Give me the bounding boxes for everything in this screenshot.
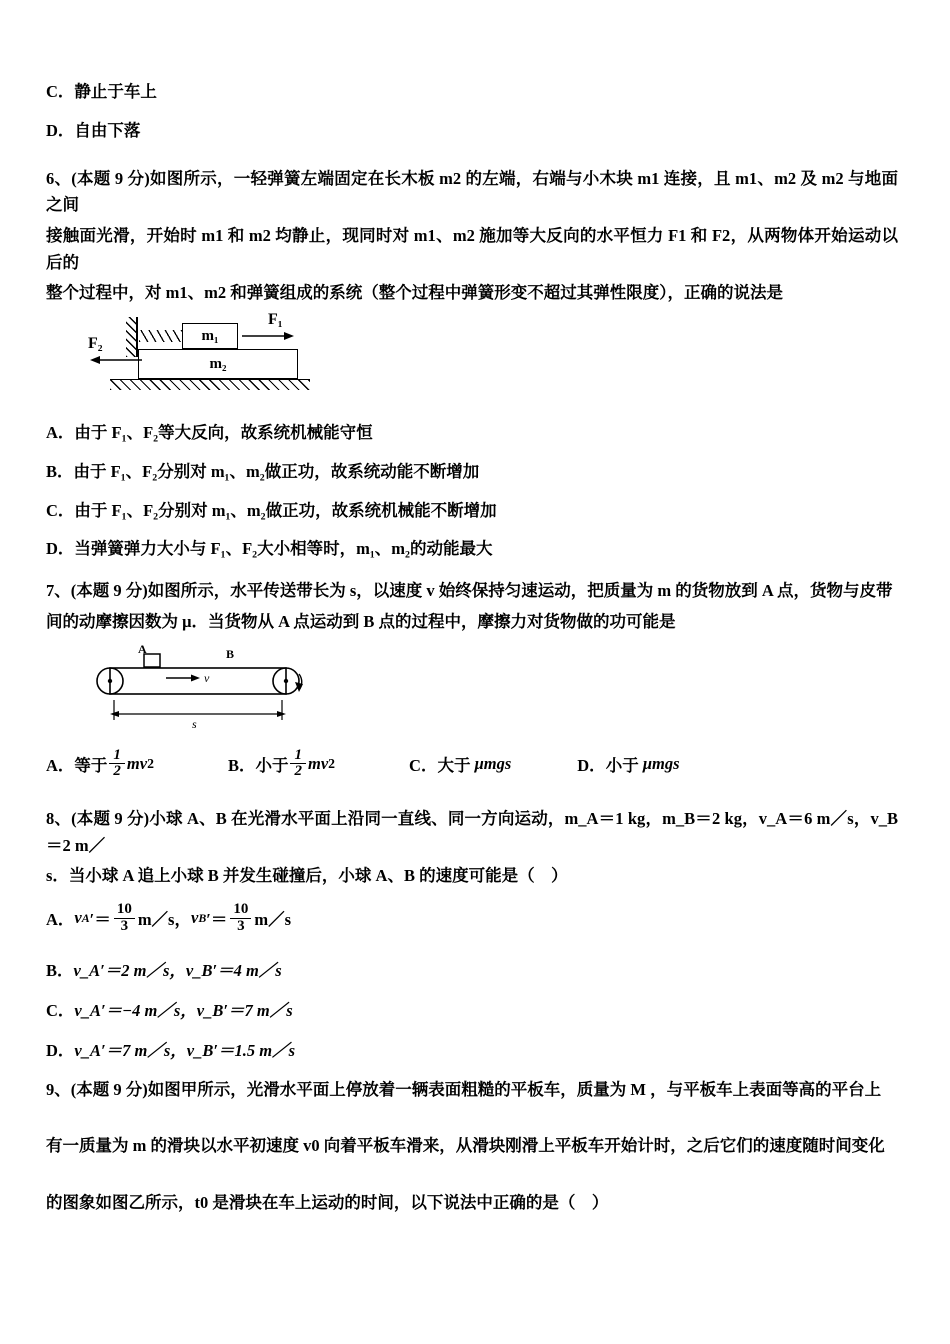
question-7-option-a [46,748,154,781]
question-6-option-a [46,421,898,446]
question-8-stem [46,806,898,859]
svg-text:A: A [138,643,147,656]
question-7-options [46,748,898,781]
option-expression: mv [307,753,329,773]
question-7-number: 7、 [46,581,71,601]
option-text: 当弹簧弹力大小与 F₁、F₂大小相等时，m₁、m₂的动能最大 [74,539,493,559]
option-expression: μmgs [642,753,680,773]
option-label: D． [46,1040,75,1060]
option-text: 由于 F₁、F₂分别对 m₁、m₂做正功，故系统动能不断增加 [73,461,480,481]
spring-icon [139,330,183,342]
force-f2-label: F₂ [88,335,103,353]
question-8-option-a [46,902,898,935]
spring-blocks-diagram [82,311,342,403]
question-9-line-1: 如图甲所示，光滑水平面上停放着一辆表面粗糙的平板车，质量为 M ，与平板车上表面等高的平台上 [147,1079,882,1099]
option-exponent: 2 [147,755,154,771]
ground-hatching [110,379,310,390]
fraction-denominator: 3 [237,917,245,934]
question-8-score: (本题 9 分) [71,809,150,829]
board-m2: m₂ [138,349,298,379]
question-9-score: (本题 9 分) [70,1079,148,1099]
conveyor-svg [86,644,366,734]
question-9-line-2-wrap [46,1133,898,1160]
fraction-denominator: 3 [120,917,129,934]
question-6-line-2-wrap [46,223,898,276]
option-label: A． [46,910,75,930]
svg-text:s: s [192,716,197,731]
question-7-stem [46,578,898,605]
option-label: C． [46,500,75,520]
fraction-numerator: 1 [109,748,125,765]
question-6-option-c [46,499,898,524]
question-6 [46,166,898,563]
option-prefix: 大于 [437,755,471,775]
question-6-score: (本题 9 分) [71,168,150,188]
option-prefix: 小于 [605,755,639,775]
question-6-option-b [46,460,898,485]
option-label: D． [46,120,75,140]
option-exponent: 2 [328,755,336,771]
option-label: C． [46,1000,75,1020]
question-9-line-3-wrap [46,1190,898,1217]
conveyor-belt-diagram [86,644,366,734]
force-f2-arrow-icon [90,353,142,367]
question-7-line-2: 间的动摩擦因数为 μ．当货物从 A 点运动到 B 点的过程中，摩擦力对货物做的功可能是 [46,611,676,631]
va-symbol: v [74,908,82,928]
option-label: D． [577,755,606,775]
question-8-option-c [46,997,898,1021]
question-8-line-1: 小球 A、B 在光滑水平面上沿同一直线、同一方向运动，m_A＝1 kg，m_B＝2 kg，v_A＝6 m／s，v_B＝2 m／ [46,809,898,855]
fraction-numerator: 1 [290,748,306,765]
question-8-line-2: s．当小球 A 追上小球 B 并发生碰撞后，小球 A、B 的速度可能是（ ） [46,866,568,886]
option-text: v_A′＝−4 m／s，v_B′＝7 m／s [74,1000,293,1020]
option-label: B． [46,461,74,481]
question-8-line-2-wrap [46,863,898,890]
unit-2: m／s [254,910,292,930]
vb-subscript: B [198,910,207,925]
question-6-option-d [46,537,898,562]
block-m1: m₁ [182,323,238,349]
question-7-option-c [409,752,511,776]
vb-symbol: v [190,908,199,928]
fraction-ten-thirds-1 [114,902,135,935]
option-c-top [46,80,898,105]
option-text: 由于 F₁、F₂分别对 m₁、m₂做正功，故系统机械能不断增加 [74,500,497,520]
fraction-one-half [290,748,306,781]
svg-text:B: B [226,646,235,661]
unit-1: m／s， [137,910,191,930]
option-text: v_A′＝7 m／s，v_B′＝1.5 m／s [74,1040,295,1060]
question-9-stem [46,1077,898,1104]
va-subscript: A [81,910,90,925]
question-6-stem [46,166,898,219]
question-7-line-1: 如图所示，水平传送带长为 s，以速度 v 始终保持匀速运动，把质量为 m 的货物放到 A 点，货物与皮带 [147,581,893,601]
question-8-option-b [46,957,898,981]
option-label: A． [46,755,75,775]
fraction-ten-thirds-2 [230,902,251,935]
option-label: A． [46,423,75,443]
question-9-number: 9、 [46,1079,71,1099]
question-8-number: 8、 [46,809,72,829]
option-d-top [46,119,898,144]
fraction-denominator: 2 [113,763,121,780]
option-label: D． [46,539,75,559]
fraction-numerator: 10 [114,902,135,919]
option-label: B． [227,755,256,775]
question-9 [46,1077,898,1217]
option-text: 由于 F₁、F₂等大反向，故系统机械能守恒 [74,423,373,443]
question-7 [46,578,898,780]
equals-1: ′＝ [89,910,111,930]
option-label: B． [46,960,74,980]
fraction-denominator: 2 [294,763,302,780]
option-text: v_A′＝2 m／s，v_B′＝4 m／s [73,960,282,980]
question-7-line-2-wrap [46,609,898,636]
question-9-line-3: 的图象如图乙所示，t0 是滑块在车上运动的时间，以下说法中正确的是（ ） [46,1193,609,1213]
option-label: C． [46,82,75,101]
question-6-line-1: 如图所示，一轻弹簧左端固定在长木板 m2 的左端，右端与小木块 m1 连接，且 m1、m2 及 m2 与地面之间 [46,168,899,215]
option-expression: μmgs [474,753,512,773]
question-7-option-b [228,748,335,781]
fraction-one-half [109,748,125,781]
equals-2: ′＝ [206,910,228,930]
force-f1-label: F₁ [268,311,283,329]
option-text: 静止于车上 [74,82,157,101]
svg-text:v: v [204,670,210,685]
option-text: 自由下落 [74,120,141,140]
option-label: C． [409,755,438,775]
force-f1-arrow-icon [242,329,294,343]
question-6-number: 6、 [46,168,72,188]
question-9-line-2: 有一质量为 m 的滑块以水平初速度 v0 向着平板车滑来，从滑块刚滑上平板车开始计时，之后它们的速度随时间变化 [46,1136,885,1156]
question-7-score: (本题 9 分) [70,581,148,601]
option-prefix: 小于 [255,755,289,775]
question-8 [46,806,898,1061]
option-expression: mv [126,753,148,773]
fraction-numerator: 10 [230,902,251,919]
question-6-line-2: 接触面光滑，开始时 m1 和 m2 均静止，现同时对 m1、m2 施加等大反向的水平恒力 F1 和 F2，从两物体开始运动以后的 [46,225,898,272]
question-7-option-d [577,752,679,776]
option-prefix: 等于 [74,755,108,775]
question-8-option-d [46,1037,898,1061]
question-6-line-3: 整个过程中，对 m1、m2 和弹簧组成的系统（整个过程中弹簧形变不超过其弹性限度），正确的说法是 [46,283,783,303]
question-6-line-3-wrap [46,280,898,307]
